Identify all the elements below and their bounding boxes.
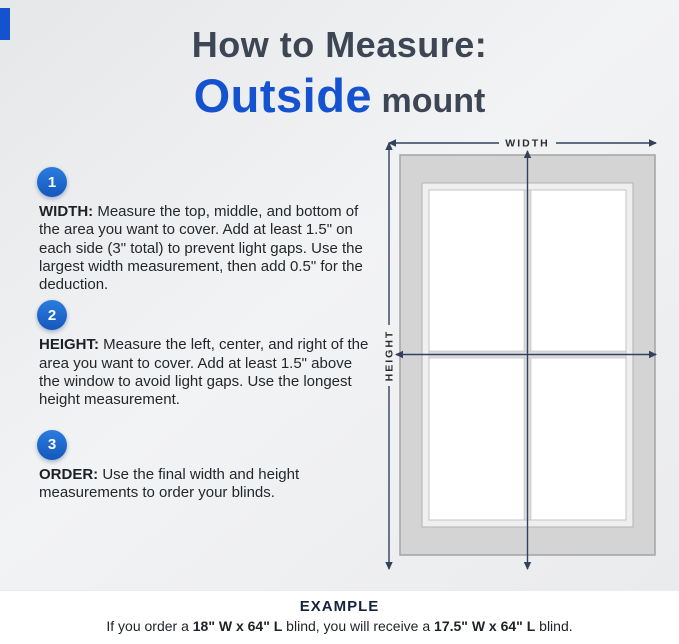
step-order [37,430,372,503]
height-label: HEIGHT [383,329,396,382]
step-3-badge: 3 [37,430,67,460]
width-label: WIDTH [505,137,550,150]
step-2-badge: 2 [37,300,67,330]
step-2-label: HEIGHT: [39,336,99,354]
example-ordered-size: 18" W x 64" L [192,618,283,634]
step-width [37,167,372,294]
page-title [0,24,679,123]
example-part-1: If you order a [106,618,193,634]
step-1-text [39,203,372,294]
example-text [0,618,679,634]
title-line1: How to Measure: [191,24,488,65]
example-received-size: 17.5" W x 64" L [434,618,536,634]
window-illustration [375,133,670,580]
step-1-label: WIDTH: [39,203,94,220]
step-3-label: ORDER: [39,465,99,483]
title-mount-text: mount [372,82,486,120]
example-part-3: blind. [535,618,573,634]
step-2-body: Measure the left, center, and right of the area you want to cover. Add at least 1.5" above the window to avoid light gaps. Use the longest height measurement. [39,336,369,409]
step-height [37,300,372,409]
step-3-text [39,466,372,503]
step-2-text [39,336,372,409]
step-3-body: Use the final width and height measurements to order your blinds. [39,465,300,501]
title-line2 [0,68,679,123]
steps-list [37,167,372,508]
example-title: EXAMPLE [299,598,380,615]
example-part-2: blind, you will receive a [282,618,435,634]
window-diagram [375,133,670,580]
example-footer [0,590,679,644]
title-highlight: Outside [193,69,373,122]
step-1-body: Measure the top, middle, and bottom of the area you want to cover. Add at least 1.5" on each side (3" total) to prevent light gaps. Use the largest width measurement, then add 0.5" for the deduction. [39,203,363,294]
step-1-badge: 1 [37,167,67,197]
